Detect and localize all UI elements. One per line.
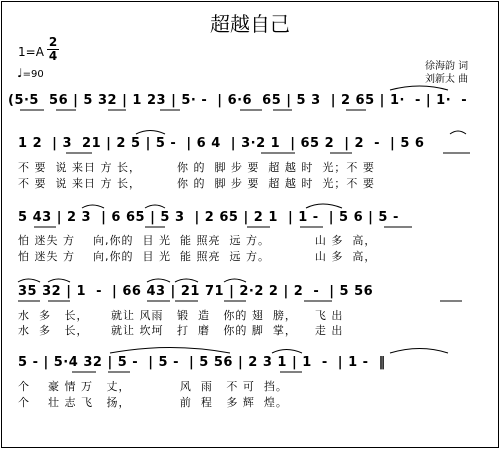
score-row-5: 5 - | 5·4 32 | 5 - | 5 - | 5 56 | 2 3 1 | 1 - | 1 - ‖ bbox=[18, 355, 386, 370]
lyrics-row-2-verse-1: 不 要 说 来日 方 长， 你 的 脚 步 要 超 越 时 光；不 要 bbox=[18, 161, 375, 174]
quarter-note-icon: ♩ bbox=[17, 66, 23, 80]
lyrics-row-3-verse-1: 怕 迷失 方 向,你的 目 光 能 照亮 远 方。 山 多 高， bbox=[18, 234, 377, 247]
lyrics-row-2-verse-2: 不 要 说 来日 方 长， 你 的 脚 步 要 超 越 时 光；不 要 bbox=[18, 177, 375, 190]
tempo-value: =90 bbox=[22, 69, 44, 80]
key-label: 1=A bbox=[18, 45, 44, 59]
score-row-1: (5·5 56 | 5 32 | 1 23 | 5· - | 6·6 65 | 5 3 | 2 65 | 1· - | 1· - bbox=[8, 93, 468, 108]
song-title: 超越自己 bbox=[210, 12, 290, 36]
lyrics-row-4-verse-1: 水 多 长， 就让 风雨 锻 造 你的 翅 膀， 飞 出 bbox=[18, 309, 344, 322]
score-row-4: 35 32 | 1 - | 66 43 | 21 71 | 2·2 2 | 2 - | 5 56 bbox=[18, 284, 374, 299]
composer-credit: 刘新太 曲 bbox=[425, 74, 469, 85]
time-signature bbox=[47, 36, 59, 63]
key-signature bbox=[18, 45, 44, 59]
score-row-3: 5 43 | 2 3 | 6 65 | 5 3 | 2 65 | 2 1 | 1 - | 5 6 | 5 - bbox=[18, 210, 399, 225]
lyrics-row-5-verse-1: 个 豪 情 万 丈， 风 雨 不 可 挡。 bbox=[18, 380, 288, 393]
lyrics-row-3-verse-2: 怕 迷失 方 向,你的 目 光 能 照亮 远 方。 山 多 高， bbox=[18, 250, 377, 263]
lyrics-row-4-verse-2: 水 多 长， 就让 坎坷 打 磨 你的 脚 掌， 走 出 bbox=[18, 324, 344, 337]
lyricist-credit: 徐海韵 词 bbox=[425, 61, 469, 72]
time-signature-top: 2 bbox=[48, 35, 58, 49]
score-row-2: 1 2 | 3 21 | 2 5 | 5 - | 6 4 | 3·2 1 | 65 2 | 2 - | 5 6 bbox=[18, 136, 425, 151]
time-signature-bottom: 4 bbox=[48, 49, 58, 63]
lyrics-row-5-verse-2: 个 壮 志 飞 扬， 前 程 多 辉 煌。 bbox=[18, 396, 288, 409]
tempo bbox=[17, 66, 44, 80]
